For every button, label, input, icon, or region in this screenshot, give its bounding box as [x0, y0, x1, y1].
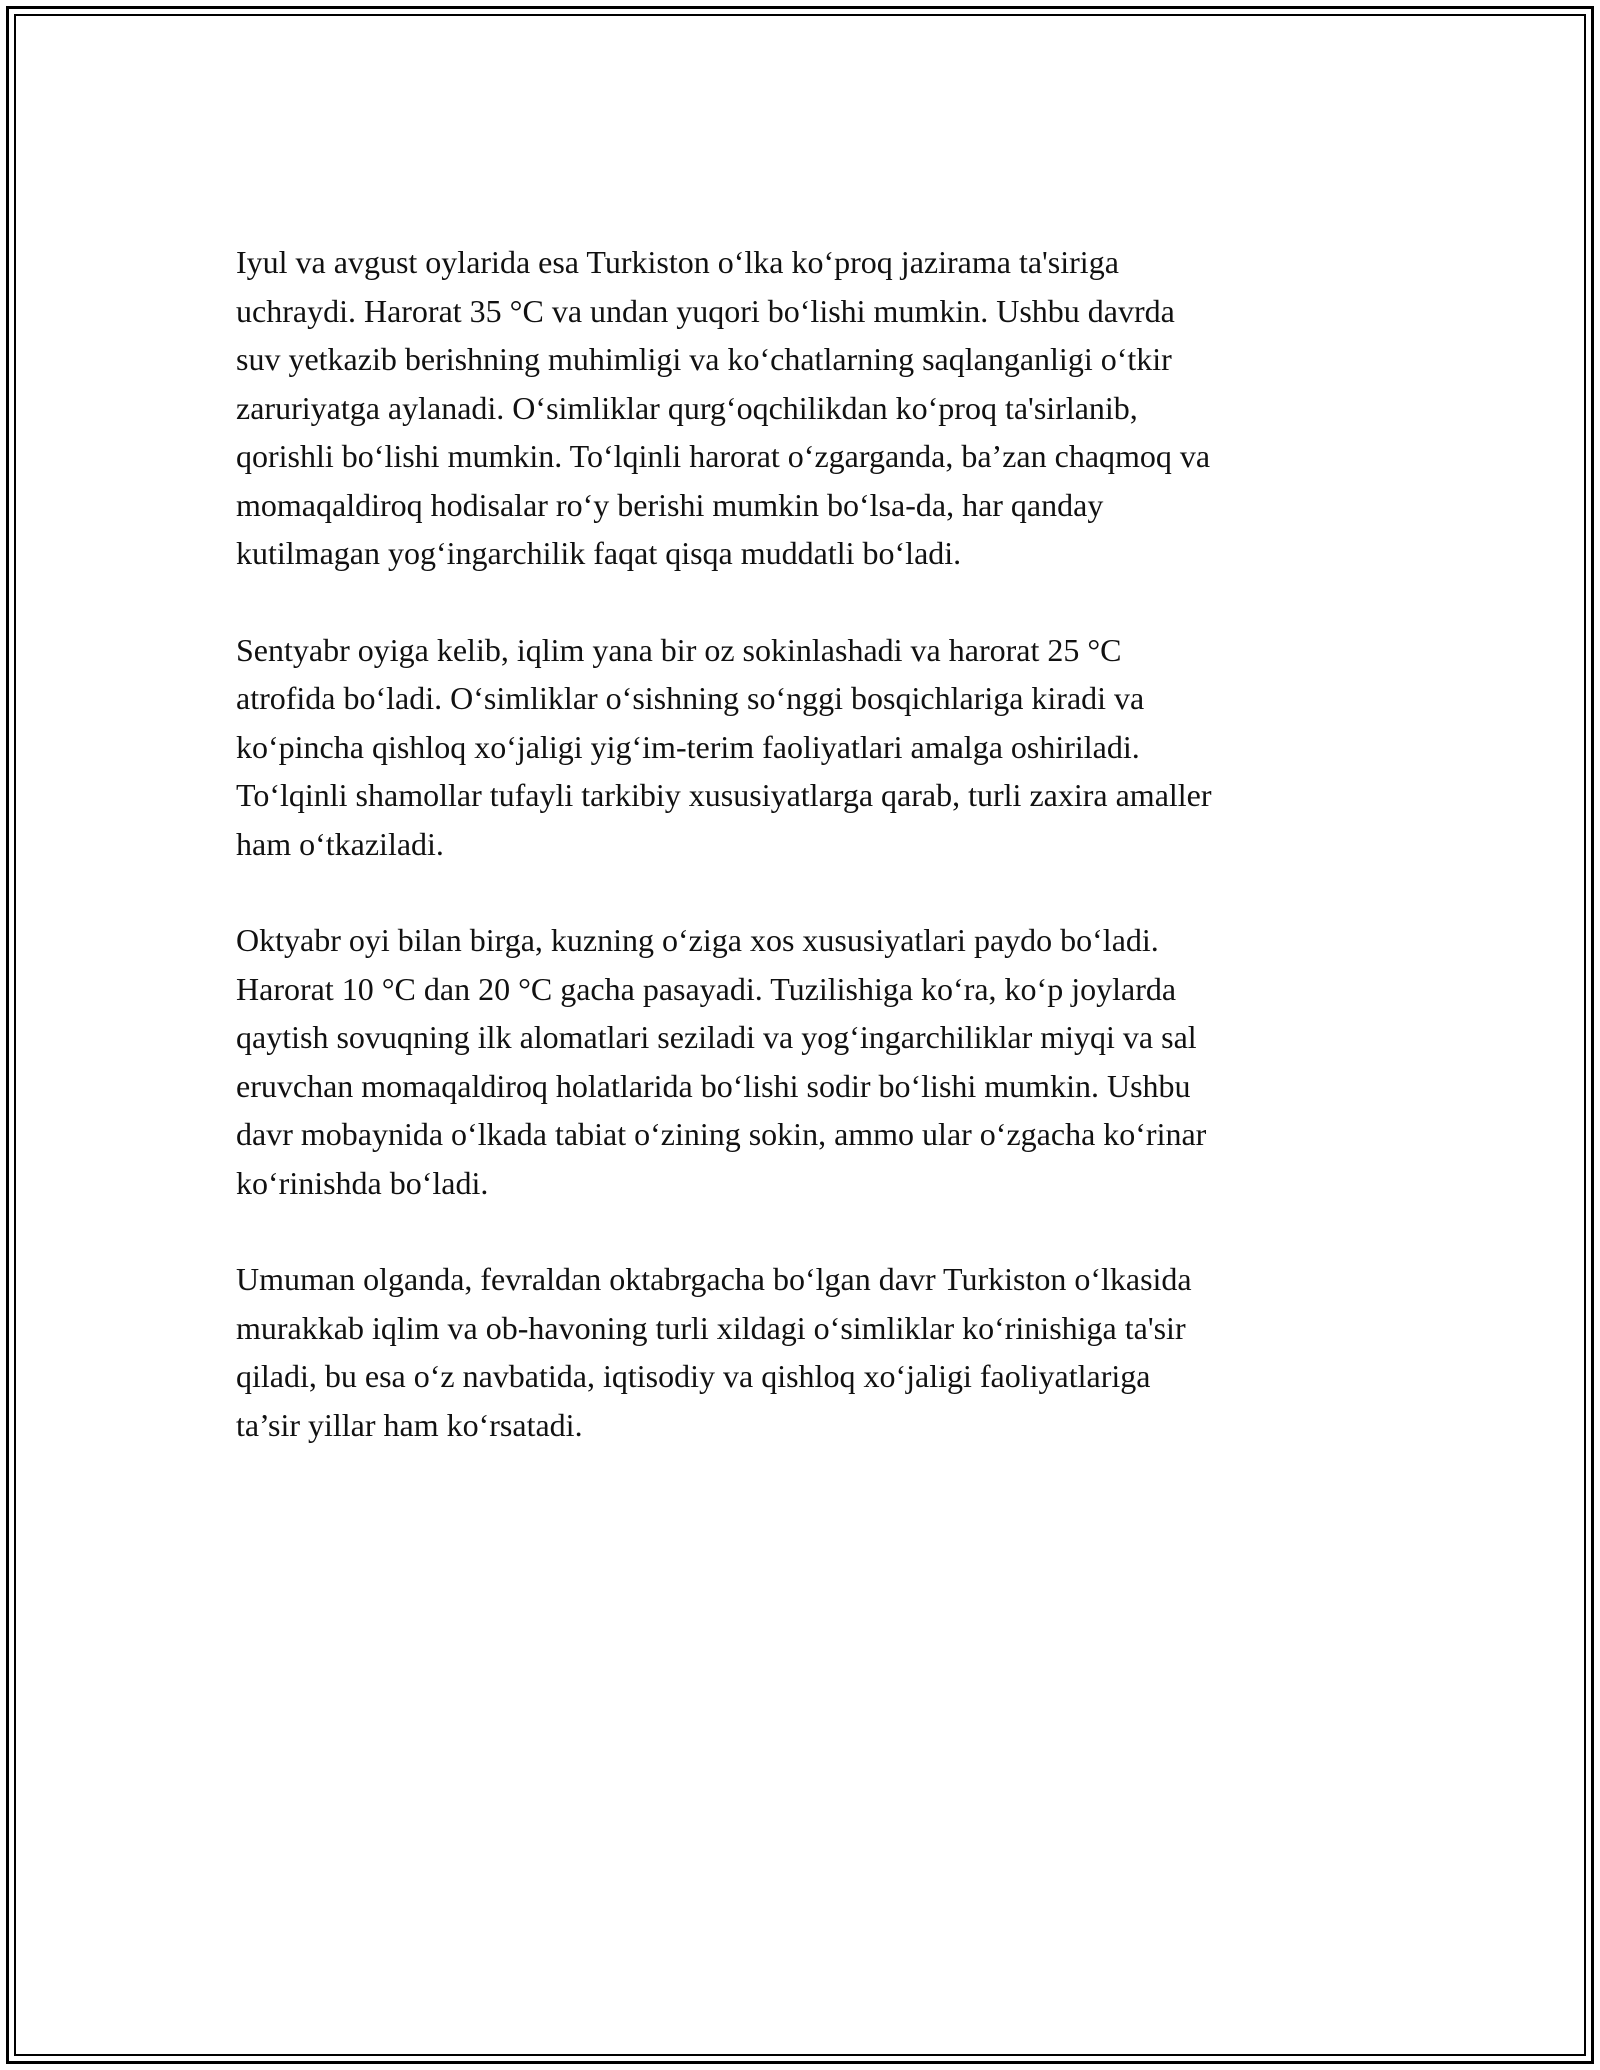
text-line: qorishli bo‘lishi mumkin. To‘lqinli harorat o‘zgarganda, ba’zan chaqmoq va [236, 438, 1211, 474]
text-line: ko‘rinishda bo‘ladi. [236, 1164, 489, 1201]
text-line: davr mobaynida o‘lkada tabiat o‘zining sokin, ammo ular o‘zgacha ko‘rinar [236, 1116, 1207, 1152]
document-body [236, 238, 1376, 1497]
text-line: eruvchan momaqaldiroq holatlarida bo‘lishi sodir bo‘lishi mumkin. Ushbu [236, 1067, 1191, 1104]
text-line: Umuman olganda, fevraldan oktabrgacha bo‘lgan davr Turkiston o‘lkasida [236, 1261, 1192, 1297]
text-line: ta’sir yillar ham ko‘rsatadi. [236, 1406, 583, 1443]
text-line: zaruriyatga aylanadi. O‘simliklar qurg‘oqchilikdan ko‘proq ta'sirlanib, [236, 389, 1138, 426]
text-line: suv yetkazib berishning muhimligi va ko‘chatlarning saqlanganligi o‘tkir [236, 341, 1172, 377]
text-line: Iyul va avgust oylarida esa Turkiston o‘lka ko‘proq jazirama ta'siriga [236, 244, 1119, 280]
text-line: atrofida bo‘ladi. O‘simliklar o‘sishning so‘nggi bosqichlariga kiradi va [236, 680, 1145, 716]
text-line: qiladi, bu esa o‘z navbatida, iqtisodiy va qishloq xo‘jaligi faoliyatlariga [236, 1358, 1151, 1394]
text-line: To‘lqinli shamollar tufayli tarkibiy xususiyatlarga qarab, turli zaxira amaller [236, 777, 1212, 813]
text-line: Harorat 10 °C dan 20 °C gacha pasayadi. Tuzilishiga ko‘ra, ko‘p joylarda [236, 970, 1177, 1007]
text-line: Oktyabr oyi bilan birga, kuzning o‘ziga xos xususiyatlari paydo bo‘ladi. [236, 922, 1159, 958]
text-line: momaqaldiroq hodisalar ro‘y berishi mumkin bo‘lsa-da, har qanday [236, 486, 1104, 523]
text-line: uchraydi. Harorat 35 °C va undan yuqori bo‘lishi mumkin. Ushbu davrda [236, 292, 1175, 329]
text-line: qaytish sovuqning ilk alomatlari seziladi va yog‘ingarchiliklar miyqi va sal [236, 1019, 1197, 1055]
text-line: kutilmagan yog‘ingarchilik faqat qisqa muddatli bo‘ladi. [236, 535, 962, 571]
text-line: ko‘pincha qishloq xo‘jaligi yig‘im-terim faoliyatlari amalga oshiriladi. [236, 728, 1140, 765]
paragraph-july-august [236, 238, 1376, 578]
paragraph-october [236, 916, 1376, 1207]
text-line: ham o‘tkaziladi. [236, 825, 444, 862]
paragraph-summary [236, 1255, 1376, 1449]
text-line: Sentyabr oyiga kelib, iqlim yana bir oz sokinlashadi va harorat 25 °C [236, 631, 1122, 668]
text-line: murakkab iqlim va ob-havoning turli xildagi o‘simliklar ko‘rinishiga ta'sir [236, 1309, 1186, 1346]
paragraph-september [236, 626, 1376, 869]
